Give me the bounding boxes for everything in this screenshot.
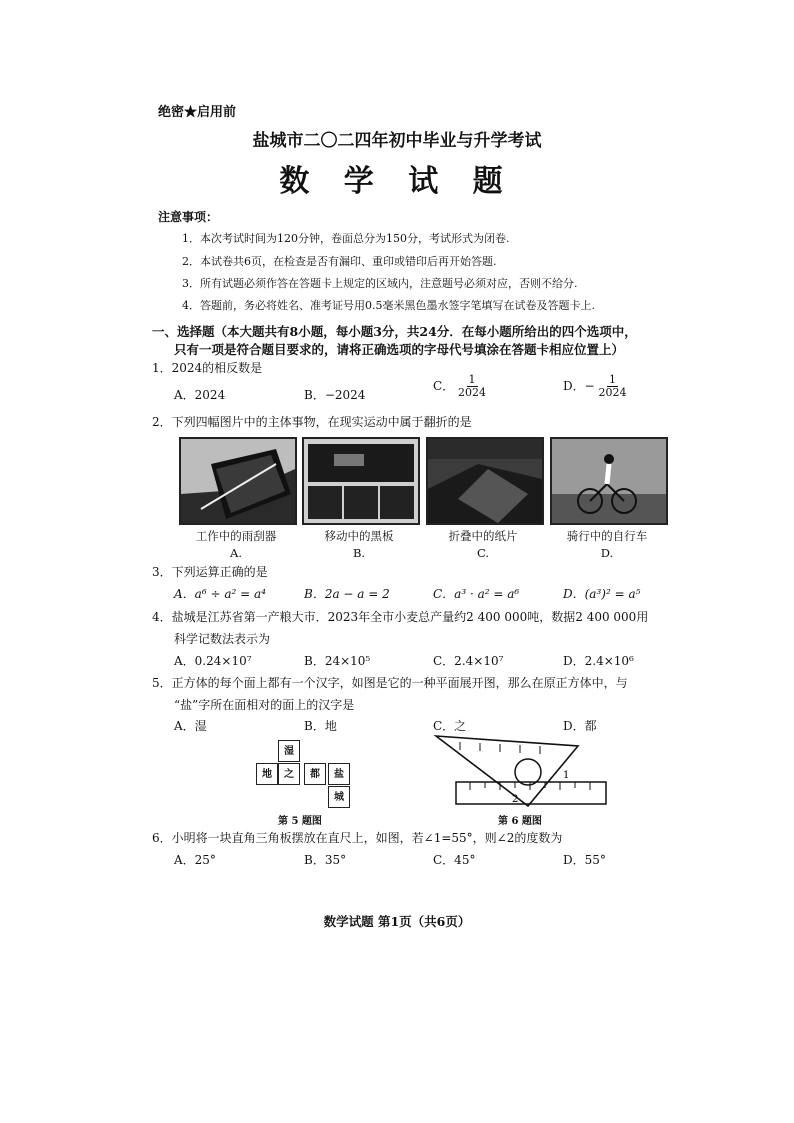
net-cell: 城: [328, 786, 350, 808]
q1-option-c-label: C．: [433, 379, 455, 394]
question-4-stem: 4．盐城是江苏省第一产粮大市．2023年全市小麦总产量约2 400 000吨，数据2 400 000用: [152, 610, 649, 624]
figure-5-caption: 第 5 题图: [278, 816, 322, 827]
caption-b: 移动中的黑板: [324, 529, 394, 543]
net-cell: 之: [278, 763, 300, 785]
page-footer: 数学试题 第1页（共6页）: [323, 914, 471, 929]
caption-letter-b: B.: [352, 546, 366, 560]
q1-option-d: [563, 374, 627, 399]
triangle-ruler-figure: [430, 730, 610, 810]
figure-6-caption: 第 6 题图: [498, 816, 542, 827]
photo-bicycle-riding: [550, 437, 668, 525]
bicycle-image: [552, 439, 666, 523]
photo-moving-blackboard: [302, 437, 420, 525]
caption-letter-a: A.: [230, 546, 242, 560]
question-6-stem: 6．小明将一块直角三角板摆放在直尺上，如图，若∠1=55°，则∠2的度数为: [152, 831, 563, 845]
caption-letter-d: D.: [600, 546, 614, 560]
net-cell: 盐: [328, 763, 350, 785]
fraction: [599, 374, 627, 399]
angle-1-label: 1: [563, 770, 570, 781]
q4-option-c: C．2.4×10⁷: [433, 654, 504, 668]
net-cell: 都: [304, 763, 326, 785]
q5-option-d: D．都: [563, 719, 597, 733]
q6-option-d: D．55°: [563, 853, 606, 867]
blackboard-image: [304, 439, 418, 523]
q3-option-b: B．2a − a = 2: [304, 587, 390, 601]
numerator: 1: [468, 373, 476, 386]
notice-item: 2．本试卷共6页，在检查是否有漏印、重印或错印后再开始答题.: [182, 255, 497, 268]
q4-option-a: A．0.24×10⁷: [174, 654, 252, 668]
q1-option-b: B．−2024: [304, 388, 366, 402]
photo-windshield-wiper: [179, 437, 297, 525]
net-cell: 湿: [278, 740, 300, 762]
notice-item: 3．所有试题必须作答在答题卡上规定的区域内，注意题号必须对应，否则不给分.: [182, 277, 578, 290]
subject-title: 数 学 试 题: [279, 164, 515, 199]
q5-option-b: B．地: [304, 719, 337, 733]
notice-item: 1．本次考试时间为120分钟，卷面总分为150分，考试形式为闭卷.: [182, 232, 510, 245]
q6-option-a: A．25°: [174, 853, 216, 867]
question-2-stem: 2．下列四幅图片中的主体事物，在现实运动中属于翻折的是: [152, 415, 472, 429]
q3-option-d: D．(a³)² = a⁵: [563, 587, 641, 601]
wiper-image: [181, 439, 295, 523]
caption-d: 骑行中的自行车: [566, 529, 648, 543]
q1-option-a: A．2024: [174, 388, 226, 402]
angle-2-label: 2: [512, 794, 519, 805]
section-heading-cont: 只有一项是符合题目要求的，请将正确选项的字母代号填涂在答题卡相应位置上）: [174, 342, 625, 357]
folding-paper-image: [428, 439, 542, 523]
q3-option-c: C．a³ · a² = a⁶: [433, 587, 520, 601]
q5-option-a: A．湿: [174, 719, 207, 733]
net-cell: 地: [256, 763, 278, 785]
q1-option-d-label: D．−: [563, 379, 595, 394]
confidential-mark: 绝密★启用前: [158, 105, 237, 120]
question-4-stem-cont: 科学记数法表示为: [174, 632, 271, 646]
question-1-stem: 1．2024的相反数是: [152, 361, 263, 375]
exam-title: 盐城市二〇二四年初中毕业与升学考试: [252, 131, 542, 151]
question-5-stem: 5．正方体的每个面上都有一个汉字，如图是它的一种平面展开图，那么在原正方体中，与: [152, 676, 628, 690]
fraction: [458, 374, 486, 399]
section-heading: 一、选择题（本大题共有8小题，每小题3分，共24分．在每小题所给出的四个选项中，: [152, 324, 637, 339]
q6-option-c: C．45°: [433, 853, 476, 867]
notice-item: 4．答题前，务必将姓名、准考证号用0.5毫米黑色墨水签字笔填写在试卷及答题卡上.: [182, 299, 595, 312]
caption-letter-c: C.: [476, 546, 490, 560]
q1-option-c: [433, 374, 486, 399]
denominator: 2024: [598, 386, 627, 400]
numerator: 1: [609, 373, 617, 386]
photo-folding-paper: [426, 437, 544, 525]
caption-a: 工作中的雨刮器: [195, 529, 277, 543]
question-5-stem-cont: “盐”字所在面相对的面上的汉字是: [174, 698, 355, 712]
notice-heading: 注意事项：: [158, 210, 219, 224]
q4-option-d: D．2.4×10⁶: [563, 654, 634, 668]
q3-option-a: A．a⁶ ÷ a² = a⁴: [174, 587, 266, 601]
caption-c: 折叠中的纸片: [448, 529, 518, 543]
q5-option-c: C．之: [433, 719, 467, 733]
denominator: 2024: [458, 386, 487, 400]
q6-option-b: B．35°: [304, 853, 347, 867]
question-3-stem: 3．下列运算正确的是: [152, 565, 268, 579]
q4-option-b: B．24×10⁵: [304, 654, 371, 668]
